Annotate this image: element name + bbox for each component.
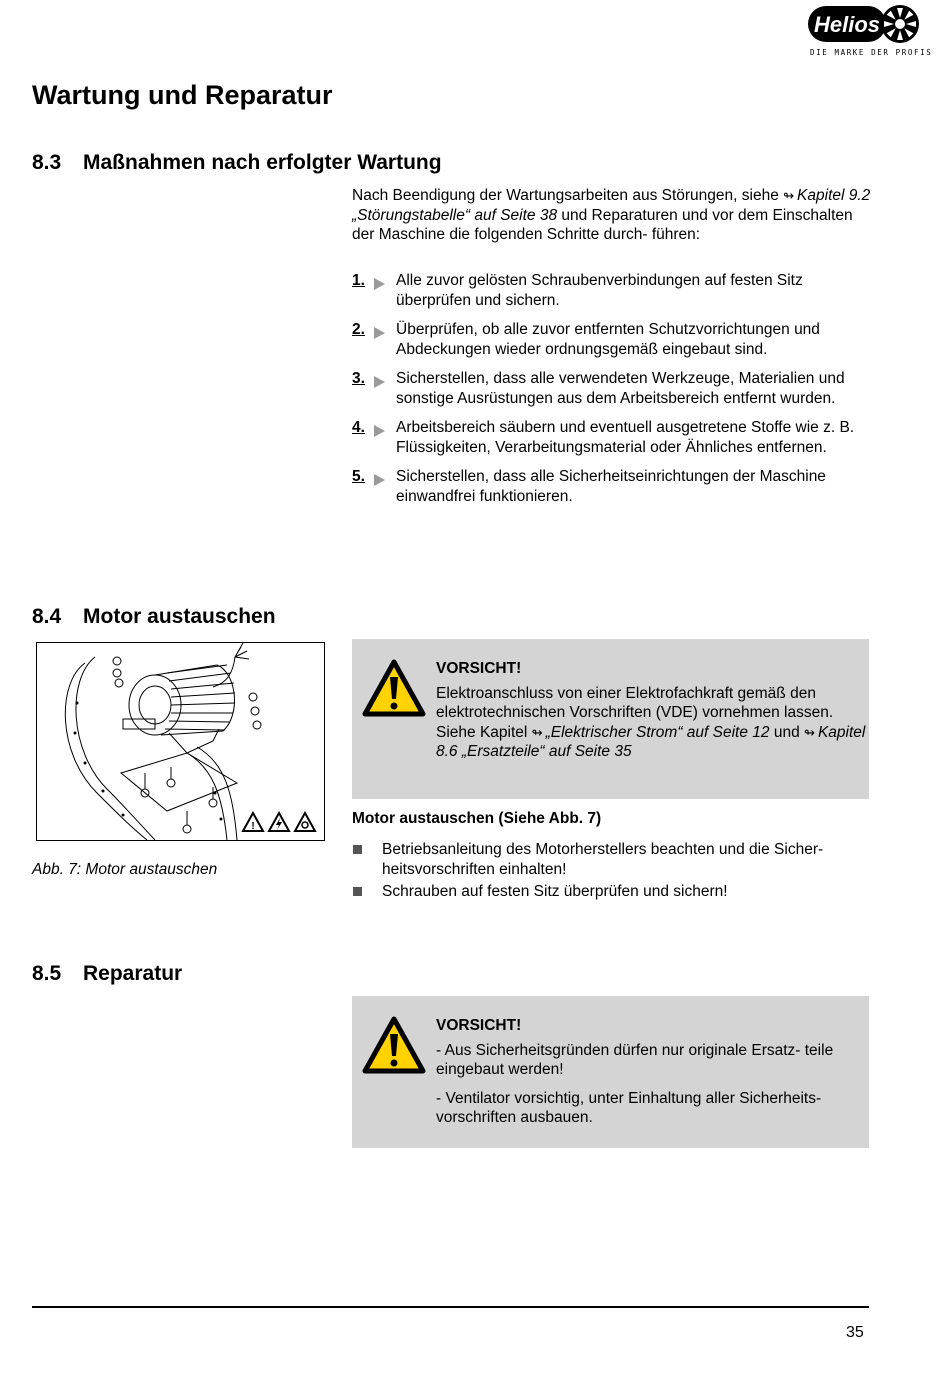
motor-subheading: Motor austauschen (Siehe Abb. 7) <box>352 810 602 827</box>
warning-box-repair <box>352 996 869 1148</box>
section-83-number: 8.3 <box>32 151 62 174</box>
warning-heading: VORSICHT! <box>436 1017 522 1034</box>
bullet-square-icon <box>353 845 362 854</box>
reference-arrow-icon: ↬ <box>531 724 543 740</box>
step-item <box>352 467 872 506</box>
electrical-current-ref: „Elektrischer Strom“ auf Seite 12 <box>545 723 770 741</box>
figure-caption: Abb. 7: Motor austauschen <box>32 861 218 878</box>
step-text: Sicherstellen, dass alle verwendeten Werkzeuge, Materialien und sonstige Ausrüstungen aus dem Arbeitsbereich entfernt wurden. <box>396 370 845 407</box>
electrical-current-link[interactable] <box>532 724 770 741</box>
warning-triangle-icon <box>362 1016 426 1074</box>
section-83-heading <box>32 151 442 175</box>
step-number: 5. <box>352 468 365 485</box>
footer-divider <box>32 1306 869 1308</box>
section-85-heading <box>32 962 182 986</box>
motor-figure <box>36 642 325 841</box>
step-number: 4. <box>352 419 365 436</box>
step-item <box>352 320 872 359</box>
step-number: 2. <box>352 321 365 338</box>
step-text: Überprüfen, ob alle zuvor entfernten Schutzvorrichtungen und Abdeckungen wieder ordnungsgemäß eingebaut sind. <box>396 321 820 358</box>
warning-content <box>436 659 866 762</box>
section-85-number: 8.5 <box>32 962 62 985</box>
step-arrow-icon <box>374 474 385 486</box>
helios-logo-icon <box>808 4 920 46</box>
intro-chapter-ref: Kapitel 9.2 „Störungstabelle“ auf Seite 38 <box>352 187 871 224</box>
warning-heading: VORSICHT! <box>436 660 522 677</box>
step-item <box>352 369 872 408</box>
reference-arrow-icon: ↬ <box>804 724 815 740</box>
step-text: Alle zuvor gelösten Schraubenverbindungen auf festen Sitz überprüfen und sichern. <box>396 272 803 309</box>
motor-bullet-list <box>352 840 872 905</box>
bullet-square-icon <box>353 887 362 896</box>
bullet-text: Betriebsanleitung des Motorherstellers beachten und die Sicher- heitsvorschriften einhalten! <box>382 841 824 878</box>
spare-parts-ref: Kapitel 8.6 „Ersatzteile“ auf Seite 35 <box>436 723 866 760</box>
warning-box-motor <box>352 639 869 799</box>
warning-line-2: - Ventilator vorsichtig, unter Einhaltung aller Sicherheits- vorschriften ausbauen. <box>436 1089 822 1126</box>
step-text: Arbeitsbereich säubern und eventuell ausgetretene Stoffe wie z. B. Flüssigkeiten, Verarbeitungsmaterial oder Ähnliches entfernen. <box>396 419 855 456</box>
intro-text-a: Nach Beendigung der Wartungsarbeiten aus Störungen, siehe <box>352 187 779 204</box>
section-83-title: Maßnahmen nach erfolgter Wartung <box>83 151 442 174</box>
maintenance-steps-list <box>352 271 872 516</box>
section-84-number: 8.4 <box>32 605 62 628</box>
page-title: Wartung und Reparatur <box>32 80 333 110</box>
step-arrow-icon <box>374 376 385 388</box>
helios-logo <box>808 4 933 58</box>
step-text: Sicherstellen, dass alle Sicherheitseinrichtungen der Maschine einwandfrei funktionieren. <box>396 468 826 505</box>
page-number: 35 <box>846 1324 864 1341</box>
svg-text:!: ! <box>251 821 255 832</box>
section-84-heading <box>32 605 276 629</box>
warning-text <box>436 684 866 762</box>
section-85-title: Reparatur <box>83 962 183 985</box>
step-item <box>352 418 872 457</box>
step-item <box>352 271 872 310</box>
logo-brand: Helios <box>813 12 881 37</box>
warning-triangle-icon <box>362 659 426 717</box>
list-item <box>352 840 872 879</box>
reference-arrow-icon: ↬ <box>783 188 795 203</box>
step-arrow-icon <box>374 327 385 339</box>
section-84-title: Motor austauschen <box>83 605 276 628</box>
step-arrow-icon <box>374 425 385 437</box>
step-arrow-icon <box>374 278 385 290</box>
warning-text-b: und <box>773 723 800 741</box>
step-number: 3. <box>352 370 365 387</box>
section-83-intro <box>352 186 872 245</box>
warning-text-a: Elektroanschluss von einer Elektrofachkraft gemäß den elektrotechnischen Vorschriften (VDE) vornehmen lassen. Siehe Kapitel <box>436 684 834 741</box>
warning-line-1: - Aus Sicherheitsgründen dürfen nur originale Ersatz- teile eingebaut werden! <box>436 1041 834 1078</box>
logo-tagline: DIE MARKE DER PROFIS <box>810 48 933 57</box>
list-item <box>352 882 872 902</box>
motor-drawing-icon <box>37 643 324 840</box>
bullet-text: Schrauben auf festen Sitz überprüfen und sichern! <box>382 883 728 900</box>
step-number: 1. <box>352 272 365 289</box>
intro-text-b: und Reparaturen und vor dem Einschalten der Maschine die folgenden Schritte durch- führen: <box>352 206 853 243</box>
warning-content <box>436 1016 866 1128</box>
